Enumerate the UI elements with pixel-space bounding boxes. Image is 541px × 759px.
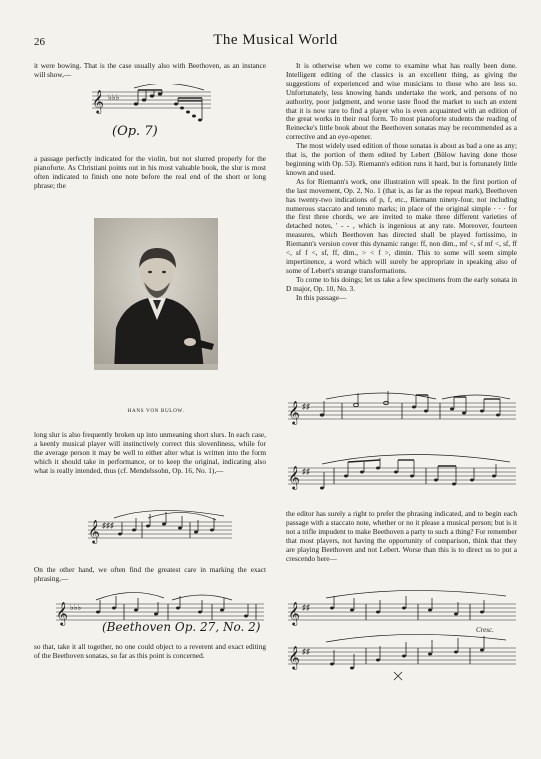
right-paragraph-3: As for Riemann's work, one illustration will speak. In the first portion of the last movement, Op. 2, No. 1 (that is, as far as the repeat mark), Beethoven has twenty-two indications of p, f, etc., Riemann ninety-four, not including numerous staccato and tenuto marks; in place of the original simple · · · for the first three chords, we are invited to make three different varieties of detached notes, ' - ‐ , which is ingenious at any rate. Moreover, fourteen measures, which Beethoven has directed shall be played fortissimo, in Riemann's version cover this dynamic range: ff, non dim., mf <, sf mf <, sf, ff <, sf f <, sf, ff, dim., > < f >, dimin. This to some will seem simple impertinence, a word which will surely be appropriate in speaking also of some of Lebert's strange transformations. (286, 176, 517, 275)
right-paragraph-5: In this passage— (296, 292, 347, 302)
music-caption-op7: (Op. 7) (112, 124, 158, 139)
music-example-op10-a (286, 391, 518, 431)
svg-text:♯♯: ♯♯ (302, 467, 310, 476)
svg-text:𝄞: 𝄞 (288, 465, 300, 489)
svg-text:♯♯♯: ♯♯♯ (102, 521, 114, 530)
right-column-text (286, 62, 517, 302)
svg-text:𝄞: 𝄞 (88, 519, 100, 543)
page-title: The Musical World (213, 32, 338, 48)
svg-text:♯♯: ♯♯ (302, 647, 310, 656)
music-caption-cresc: Cresc. (476, 626, 494, 634)
svg-text:𝄞: 𝄞 (288, 645, 300, 669)
music-caption-op27: (Beethoven Op. 27, No. 2) (102, 620, 261, 634)
music-example-op10-b (286, 448, 518, 500)
svg-text:𝄞: 𝄞 (288, 601, 300, 625)
portrait-caption: HANS VON BULOW. (127, 408, 185, 414)
music-example-mendelssohn (84, 506, 234, 556)
svg-text:♭♭♭: ♭♭♭ (108, 93, 120, 102)
svg-text:♯♯: ♯♯ (302, 603, 310, 612)
svg-text:𝄞: 𝄞 (288, 400, 300, 424)
right-paragraph-2: The most widely used edition of those sonatas is about as bad a one as any; that is, the portion of them edited by Lebert (Bülow having done those beginning with Op. 53). Riemann's edition runs it hard, but is fortunately little known and used. (286, 141, 517, 177)
right-paragraph-4: To come to his doings; let us take a few specimens from the early sonata in D major, Op. 10, No. 3. (286, 274, 517, 293)
music-example-crescendo (286, 588, 518, 688)
left-paragraph-4: On the other hand, we often find the greatest care in marking the exact phrasing,— (34, 565, 266, 583)
left-paragraph-1: it were bowing. That is the case usually also with Beethoven, as an instance will show,— (34, 61, 266, 79)
svg-text:♭♭♭: ♭♭♭ (70, 603, 82, 612)
right-paragraph-7: the editor has surely a right to prefer the phrasing indicated, and to begin each passage with a staccato note, whether or no it please a musical person; but is it not a trifle impudent to make Beethoven a party to such a thing? For remember that most players, not having the opportunity of comparison, think that they are playing Beethoven and not Lebert. Worse than this is to direct us to put a crescendo here— (286, 509, 517, 563)
portrait-image (94, 218, 218, 370)
music-example-op27 (52, 588, 266, 638)
page-header (34, 32, 517, 54)
svg-text:𝄞: 𝄞 (56, 601, 68, 625)
left-paragraph-5: so that, take it all together, no one could object to a reverent and exact editing of the Beethoven sonatas, so far as this point is concerned. (34, 642, 266, 660)
left-paragraph-2: a passage perfectly indicated for the violin, but not slurred properly for the pianoforte. As Christiani points out in his most valuable book, the slur is most often indicated to finish one note before the real end of the short or long phrase; the (34, 154, 266, 190)
music-example-op7 (86, 84, 216, 146)
right-paragraph-1: It is otherwise when we come to examine what has really been done. Intelligent editing of the classics is an excellent thing, as giving the suggestions of experienced and wise musicians to those who are less so. Unfortunately, less knowing hands undertake the work, and persons of no authority, poor judgment, and worse taste flood the market to such an extent that it is now rare to find a player who is even acquainted with an edition of the great works in their real form. To most pianoforte students the reading of Reinecke's little book about the Beethoven sonatas may be recommended as a corrective and an eye-opener. (286, 61, 517, 142)
left-paragraph-3: long slur is also frequently broken up into unmeaning short slurs. In each case, a keenly musical player will instinctively correct this slovenliness, while for the average person it may be well to either alter what is written into the form which it should take in performance, or to keep the original, indicating also what is really intended, thus (cf. Mendelssohn, Op. 16, No. 1),— (34, 430, 266, 475)
page-number: 26 (34, 36, 45, 48)
svg-text:𝄞: 𝄞 (92, 89, 104, 113)
svg-text:♯♯: ♯♯ (302, 402, 310, 411)
